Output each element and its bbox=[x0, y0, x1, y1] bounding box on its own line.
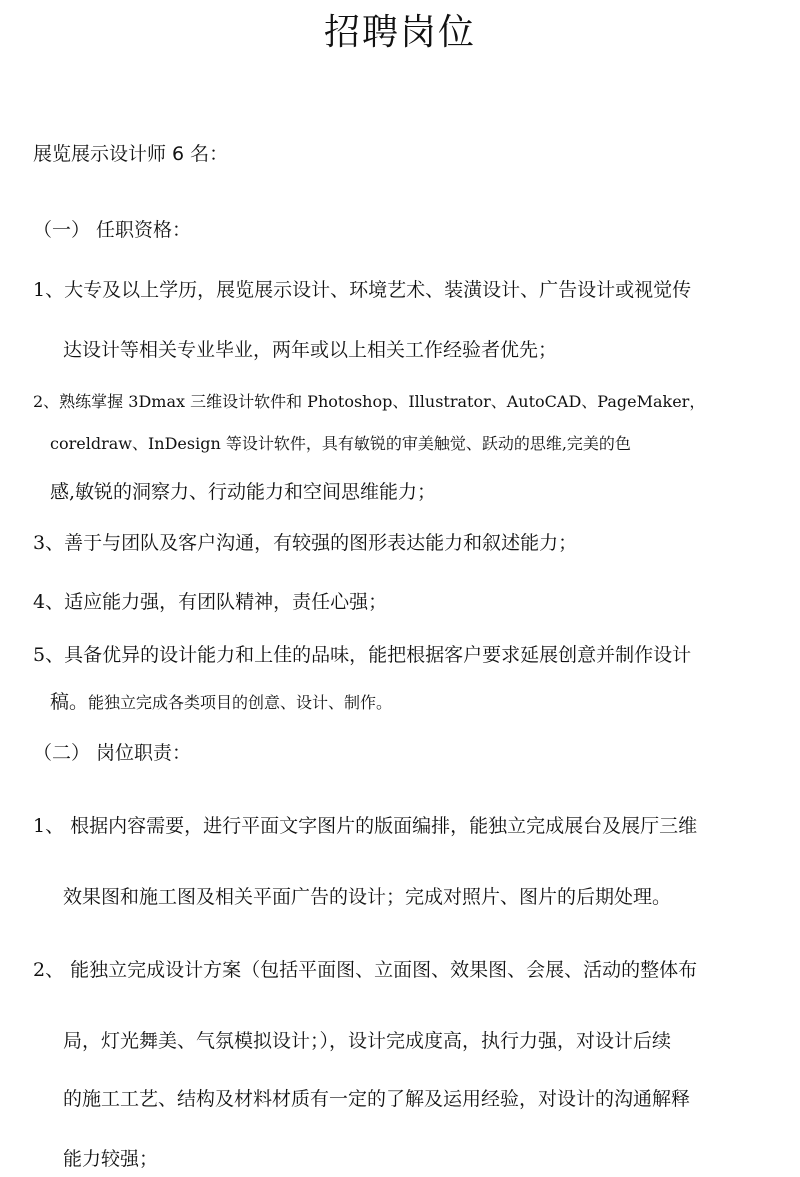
qualification-item-2-line-3: 感,敏锐的洞察力、行动能力和空间思维能力； bbox=[50, 481, 437, 503]
qualification-item-1-line-2: 达设计等相关专业毕业，两年或以上相关工作经验者优先； bbox=[63, 339, 558, 361]
qualification-item-1-line-1: 1、大专及以上学历，展览展示设计、环境艺术、装潢设计、广告设计或视觉传 bbox=[33, 279, 692, 301]
qualification-item-5-line-2 bbox=[50, 688, 392, 717]
duty-item-1-line-1: 1、 根据内容需要，进行平面文字图片的版面编排，能独立完成展台及展厅三维 bbox=[33, 815, 698, 837]
qualification-item-5-line-2-b: 能独立完成各类项目的创意、设计、制作。 bbox=[88, 693, 393, 712]
duty-item-2-line-2: 局，灯光舞美、气氛模拟设计；），设计完成度高，执行力强，对设计后续 bbox=[63, 1030, 672, 1052]
duty-item-2-line-3: 的施工工艺、结构及材料材质有一定的了解及运用经验，对设计的沟通解释 bbox=[63, 1088, 691, 1110]
section1-heading: （一） 任职资格： bbox=[33, 219, 192, 241]
section2-heading: （二） 岗位职责： bbox=[33, 742, 192, 764]
page-title: 招聘岗位 bbox=[323, 12, 476, 53]
qualification-item-5-line-1: 5、具备优异的设计能力和上佳的品味，能把根据客户要求延展创意并制作设计 bbox=[33, 644, 692, 666]
qualification-item-4: 4、适应能力强，有团队精神，责任心强； bbox=[33, 591, 388, 613]
qualification-item-2-line-1: 2、熟练掌握 3Dmax 三维设计软件和 Photoshop、Illustrator、AutoCAD、PageMaker， bbox=[33, 392, 706, 411]
qualification-item-2-line-2: coreldraw、InDesign 等设计软件，具有敏锐的审美触觉、跃动的思维,完美的色 bbox=[50, 434, 631, 453]
qualification-item-5-line-2-a: 稿。 bbox=[50, 691, 89, 713]
duty-item-2-line-4: 能力较强； bbox=[63, 1148, 159, 1170]
duty-item-1-line-2: 效果图和施工图及相关平面广告的设计；完成对照片、图片的后期处理。 bbox=[63, 886, 672, 908]
position-heading: 展览展示设计师 6 名： bbox=[33, 143, 229, 165]
duty-item-2-line-1: 2、 能独立完成设计方案（包括平面图、立面图、效果图、会展、活动的整体布 bbox=[33, 959, 698, 981]
qualification-item-3: 3、善于与团队及客户沟通，有较强的图形表达能力和叙述能力； bbox=[33, 532, 578, 554]
